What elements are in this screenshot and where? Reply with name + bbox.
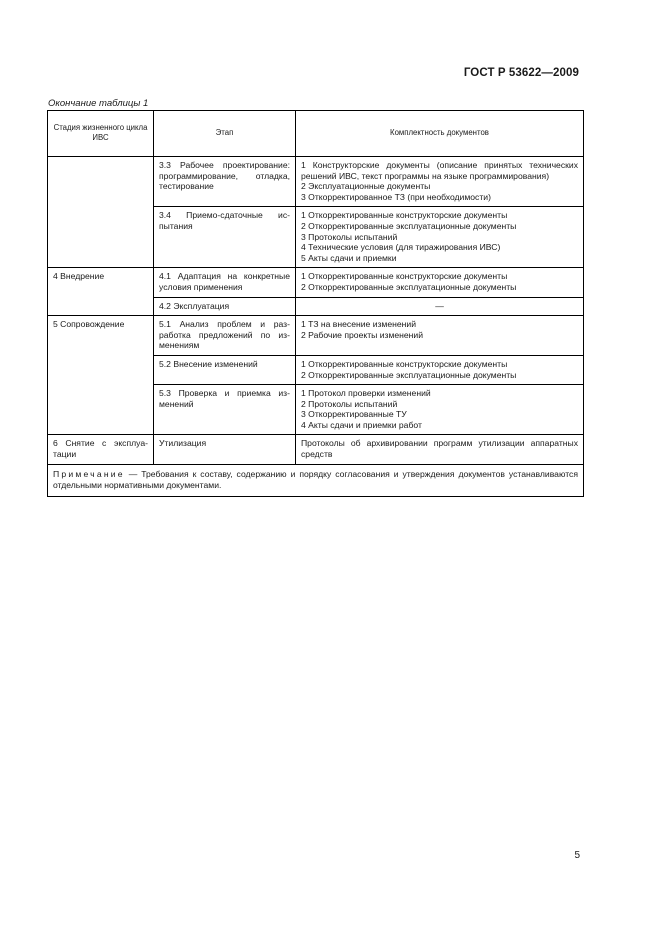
doc-line: — <box>435 300 444 311</box>
doc-line: 5 Акты сдачи и приемки <box>301 252 397 263</box>
doc-line: 1 Откорректированные конструкторские документы <box>301 358 508 369</box>
table-caption: Окончание таблицы 1 <box>48 98 149 109</box>
column-header-docs: Комплектность документов <box>296 111 584 157</box>
doc-line: 2 Рабочие проекты изменений <box>301 329 423 340</box>
page-number: 5 <box>574 850 580 861</box>
doc-line: 1 Конструкторские документы (описание принятых технических решений ИВС, текст программы на языке программирования) <box>301 160 578 181</box>
doc-line: 3 Протоколы испытаний <box>301 231 398 242</box>
docs-cell <box>296 297 584 316</box>
note-cell <box>48 464 584 496</box>
table-row <box>48 316 584 356</box>
doc-line: 1 ТЗ на внесение изменений <box>301 319 416 330</box>
step-cell: 5.1 Анализ проблем и разработка предложений по изменениям <box>154 316 296 356</box>
table-row <box>48 297 584 316</box>
docs-cell <box>296 435 584 464</box>
table-row <box>48 207 584 268</box>
stage-cell: 6 Снятие с эксплуатации <box>48 435 154 464</box>
table-row <box>48 385 584 435</box>
doc-line: 1 Откорректированные конструкторские документы <box>301 210 508 221</box>
docs-cell <box>296 207 584 268</box>
document-code: ГОСТ Р 53622—2009 <box>463 67 579 79</box>
doc-line: 1 Откорректированные конструкторские документы <box>301 271 508 282</box>
step-cell: 5.2 Внесение изменений <box>154 355 296 384</box>
doc-line: 2 Откорректированные эксплуатационные документы <box>301 281 517 292</box>
document-table <box>47 110 584 497</box>
docs-cell <box>296 385 584 435</box>
stage-cell: 4 Внедрение <box>48 268 154 297</box>
stage-cell <box>48 297 154 316</box>
stage-cell: 5 Сопровождение <box>48 316 154 356</box>
column-header-step: Этап <box>154 111 296 157</box>
step-cell: 3.3 Рабочее проектирование: программирование, отладка, тестирование <box>154 157 296 207</box>
doc-line: 2 Откорректированные эксплуатационные документы <box>301 369 517 380</box>
column-header-stage: Стадия жизненного цикла ИВС <box>48 111 154 157</box>
stage-cell <box>48 355 154 384</box>
table-row <box>48 157 584 207</box>
step-cell: 4.2 Эксплуатация <box>154 297 296 316</box>
table-row <box>48 268 584 297</box>
doc-line: 4 Технические условия (для тиражирования ИВС) <box>301 242 501 253</box>
table-row <box>48 435 584 464</box>
table-row <box>48 355 584 384</box>
note-row <box>48 464 584 496</box>
doc-line: 1 Протокол проверки изменений <box>301 388 431 399</box>
doc-line: 2 Протоколы испытаний <box>301 398 398 409</box>
doc-line: 3 Откорректированные ТУ <box>301 409 407 420</box>
table-header-row <box>48 111 584 157</box>
doc-line: 4 Акты сдачи и приемки работ <box>301 419 422 430</box>
step-cell: 5.3 Проверка и приемка изменений <box>154 385 296 435</box>
note-text: — Требования к составу, содержанию и порядку согласования и утверждения документов устанавливаются отдельными нормативными документами. <box>53 468 578 490</box>
note-label: Примечание <box>53 468 125 479</box>
stage-cell <box>48 207 154 268</box>
docs-cell <box>296 157 584 207</box>
docs-cell <box>296 316 584 356</box>
docs-cell <box>296 268 584 297</box>
doc-line: 3 Откорректированное ТЗ (при необходимости) <box>301 191 491 202</box>
step-cell: Утилизация <box>154 435 296 464</box>
step-cell: 3.4 Приемо-сдаточные испытания <box>154 207 296 268</box>
doc-line: 2 Эксплуатационные документы <box>301 181 431 192</box>
doc-line: 2 Откорректированные эксплуатационные документы <box>301 220 517 231</box>
doc-line: Протоколы об архивировании программ утилизации аппаратных средств <box>301 438 578 460</box>
docs-cell <box>296 355 584 384</box>
stage-cell <box>48 385 154 435</box>
stage-cell <box>48 157 154 207</box>
step-cell: 4.1 Адаптация на конкретные условия применения <box>154 268 296 297</box>
